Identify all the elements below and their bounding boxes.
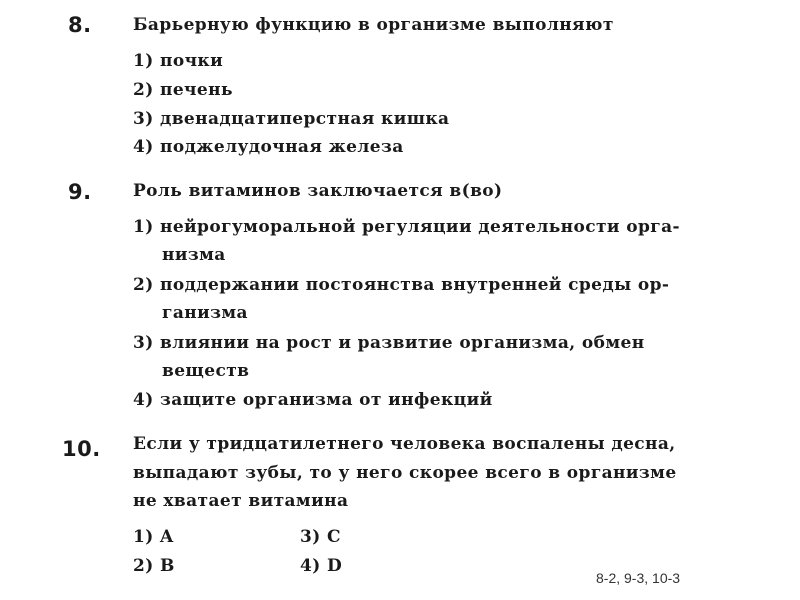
answer-option: 1) нейрогуморальной регуляции деятельности орга- — [133, 217, 680, 237]
answer-key: 8-2, 9-3, 10-3 — [596, 570, 681, 586]
question-number: 8. — [68, 13, 92, 37]
answer-option: 2) поддержании постоянства внутренней среды ор- — [133, 275, 670, 295]
question-text: Барьерную функцию в организме выполняют — [133, 15, 614, 35]
question-number: 10. — [62, 437, 101, 461]
answer-option: 1) почки — [133, 51, 224, 71]
answer-option: 4) D — [300, 556, 343, 576]
question-text-line: Если у тридцатилетнего человека воспалены десна, — [133, 434, 676, 454]
answer-option-continuation: веществ — [162, 361, 250, 381]
answer-option: 3) C — [300, 527, 341, 547]
answer-option-continuation: ганизма — [162, 303, 248, 323]
answer-option: 1) A — [133, 527, 174, 547]
question-number: 9. — [68, 180, 92, 204]
question-text: Роль витаминов заключается в(во) — [133, 181, 503, 201]
question-text-line: выпадают зубы, то у него скорее всего в организме — [133, 463, 677, 483]
answer-option: 3) двенадцатиперстная кишка — [133, 109, 450, 129]
answer-option: 3) влиянии на рост и развитие организма, обмен — [133, 333, 645, 353]
answer-option: 2) B — [133, 556, 175, 576]
question-text-line: не хватает витамина — [133, 491, 349, 511]
answer-option: 4) защите организма от инфекций — [133, 390, 493, 410]
answer-option: 4) поджелудочная железа — [133, 137, 404, 157]
answer-option: 2) печень — [133, 80, 233, 100]
answer-option-continuation: низма — [162, 245, 226, 265]
